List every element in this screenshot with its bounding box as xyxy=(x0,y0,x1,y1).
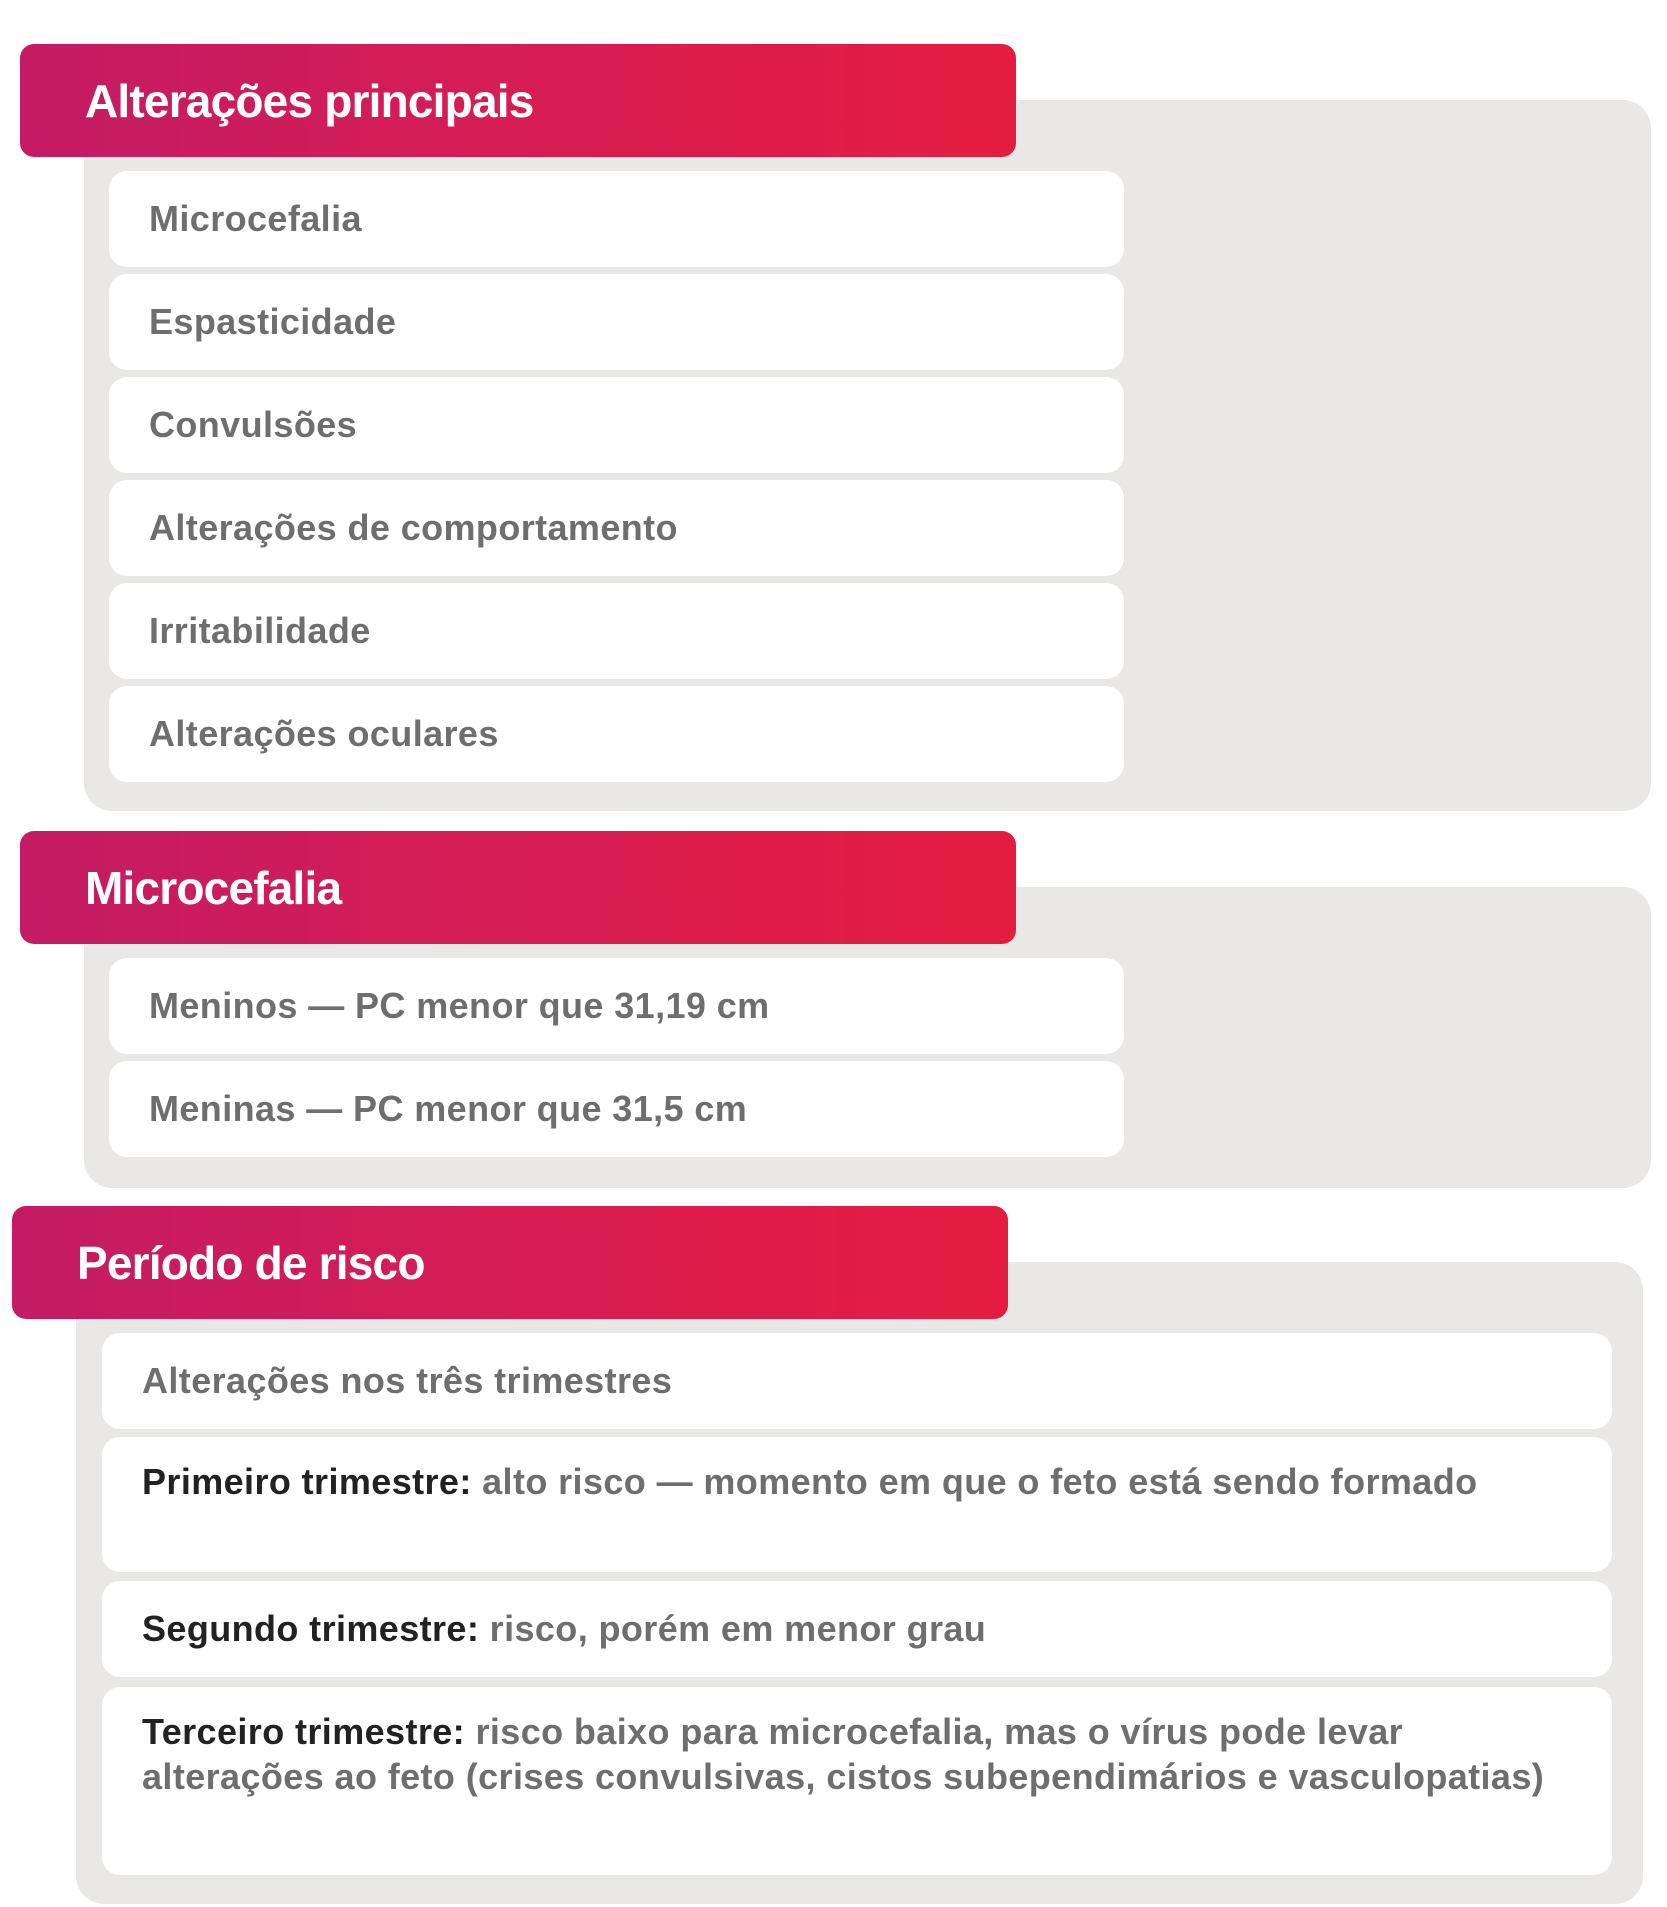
list-item: Convulsões xyxy=(109,377,1124,473)
section-header: Período de risco xyxy=(12,1206,1008,1319)
list-item-intro: Alterações nos três trimestres xyxy=(102,1333,1612,1429)
trimester-label: Segundo trimestre: xyxy=(142,1608,480,1649)
list-item: Microcefalia xyxy=(109,171,1124,267)
trimester-text: risco, porém em menor grau xyxy=(489,1608,987,1649)
list-item-segundo-trimestre xyxy=(102,1581,1612,1677)
list-item: Alterações de comportamento xyxy=(109,480,1124,576)
list-item-primeiro-trimestre xyxy=(102,1437,1612,1572)
section-header: Microcefalia xyxy=(20,831,1016,944)
list-item: Meninos — PC menor que 31,19 cm xyxy=(109,958,1124,1054)
list-item: Meninas — PC menor que 31,5 cm xyxy=(109,1061,1124,1157)
list-item-terceiro-trimestre xyxy=(102,1687,1612,1875)
list-item: Espasticidade xyxy=(109,274,1124,370)
list-item: Alterações oculares xyxy=(109,686,1124,782)
list-item: Irritabilidade xyxy=(109,583,1124,679)
trimester-text: risco baixo para microcefalia, mas o vírus pode levar alterações ao feto (crises convulsivas, cistos subependimários e vasculopatias) xyxy=(142,1711,1545,1797)
trimester-text: alto risco — momento em que o feto está sendo formado xyxy=(482,1461,1478,1502)
trimester-label: Terceiro trimestre: xyxy=(142,1711,466,1752)
section-header: Alterações principais xyxy=(20,44,1016,157)
trimester-label: Primeiro trimestre: xyxy=(142,1461,472,1502)
